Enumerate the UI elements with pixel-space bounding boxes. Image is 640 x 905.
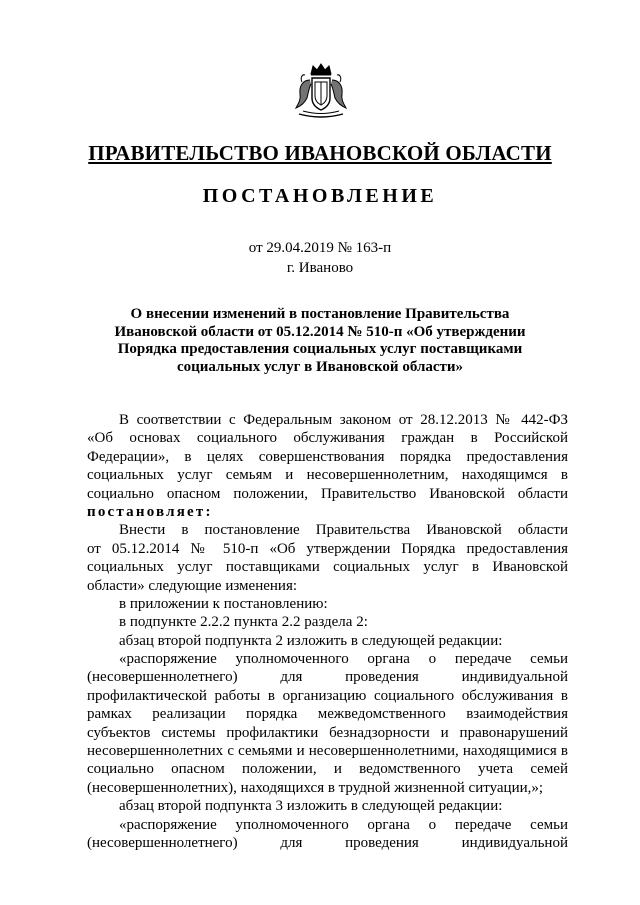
body-line: абзац второй подпункта 3 изложить в следующей редакции: bbox=[119, 798, 503, 815]
body-line: «распоряжение уполномоченного органа о передаче семьи bbox=[119, 651, 568, 668]
subject-line: Ивановской области от 05.12.2014 № 510-п «Об утверждении bbox=[114, 323, 526, 340]
body-line: несовершеннолетних с семьями и несовершеннолетними, находящимися в bbox=[87, 743, 568, 760]
body-line: Внести в постановление Правительства Ивановской области bbox=[119, 522, 568, 539]
body-line: рамках реализации порядка межведомственного взаимодействия bbox=[87, 706, 568, 723]
body-line: В соответствии с Федеральным законом от 28.12.2013 № 442-ФЗ bbox=[119, 412, 568, 428]
document-body bbox=[87, 411, 568, 852]
org-title: ПРАВИТЕЛЬСТВО ИВАНОВСКОЙ ОБЛАСТИ bbox=[88, 141, 552, 165]
body-line: профилактической работы в организацию социального обслуживания в bbox=[87, 687, 568, 704]
body-line: абзац второй подпункта 2 изложить в следующей редакции: bbox=[119, 632, 503, 649]
document-meta bbox=[60, 238, 580, 278]
body-line: социально опасном положении, и ведомственного учета семей bbox=[87, 761, 568, 778]
body-line: в приложении к постановлению: bbox=[119, 595, 328, 612]
body-line: (несовершеннолетних), находящихся в трудной жизненной ситуации,»; bbox=[87, 779, 544, 796]
body-line: социально опасном положении, Правительство Ивановской области bbox=[87, 485, 568, 502]
document-subject bbox=[100, 306, 540, 376]
body-line: (несовершеннолетнего) для проведения индивидуальной bbox=[87, 669, 568, 686]
body-line: «Об основах социального обслуживания граждан в Российской bbox=[87, 430, 568, 447]
body-line: социальных услуг поставщиками социальных услуг в Ивановской bbox=[87, 559, 568, 576]
date-number: от 29.04.2019 № 163-п bbox=[248, 240, 392, 256]
resolution-word: постановляет: bbox=[87, 503, 213, 520]
body-line: «распоряжение уполномоченного органа о передаче семьи bbox=[119, 816, 568, 833]
body-line: социальных услуг семьям и несовершеннолетним, находящимся в bbox=[87, 467, 568, 484]
body-line: в подпункте 2.2.2 пункта 2.2 раздела 2: bbox=[119, 614, 368, 631]
body-line: области» следующие изменения: bbox=[87, 577, 298, 594]
body-line: от 05.12.2014 № 510-п «Об утверждении Порядка предоставления bbox=[87, 540, 568, 557]
subject-line: социальных услуг в Ивановской области» bbox=[176, 358, 464, 375]
coat-of-arms-icon bbox=[293, 62, 349, 122]
subject-line: Порядка предоставления социальных услуг поставщиками bbox=[117, 341, 523, 357]
subject-line: О внесении изменений в постановление Правительства bbox=[130, 306, 510, 322]
city: г. Иваново bbox=[286, 260, 354, 276]
body-line: Федерации», в целях совершенствования порядка предоставления bbox=[87, 448, 568, 465]
body-line: субъектов системы профилактики безнадзорности и правонарушений bbox=[87, 724, 568, 741]
body-line: (несовершеннолетнего) для проведения индивидуальной bbox=[87, 834, 568, 851]
document-type: ПОСТАНОВЛЕНИЕ bbox=[202, 185, 438, 207]
